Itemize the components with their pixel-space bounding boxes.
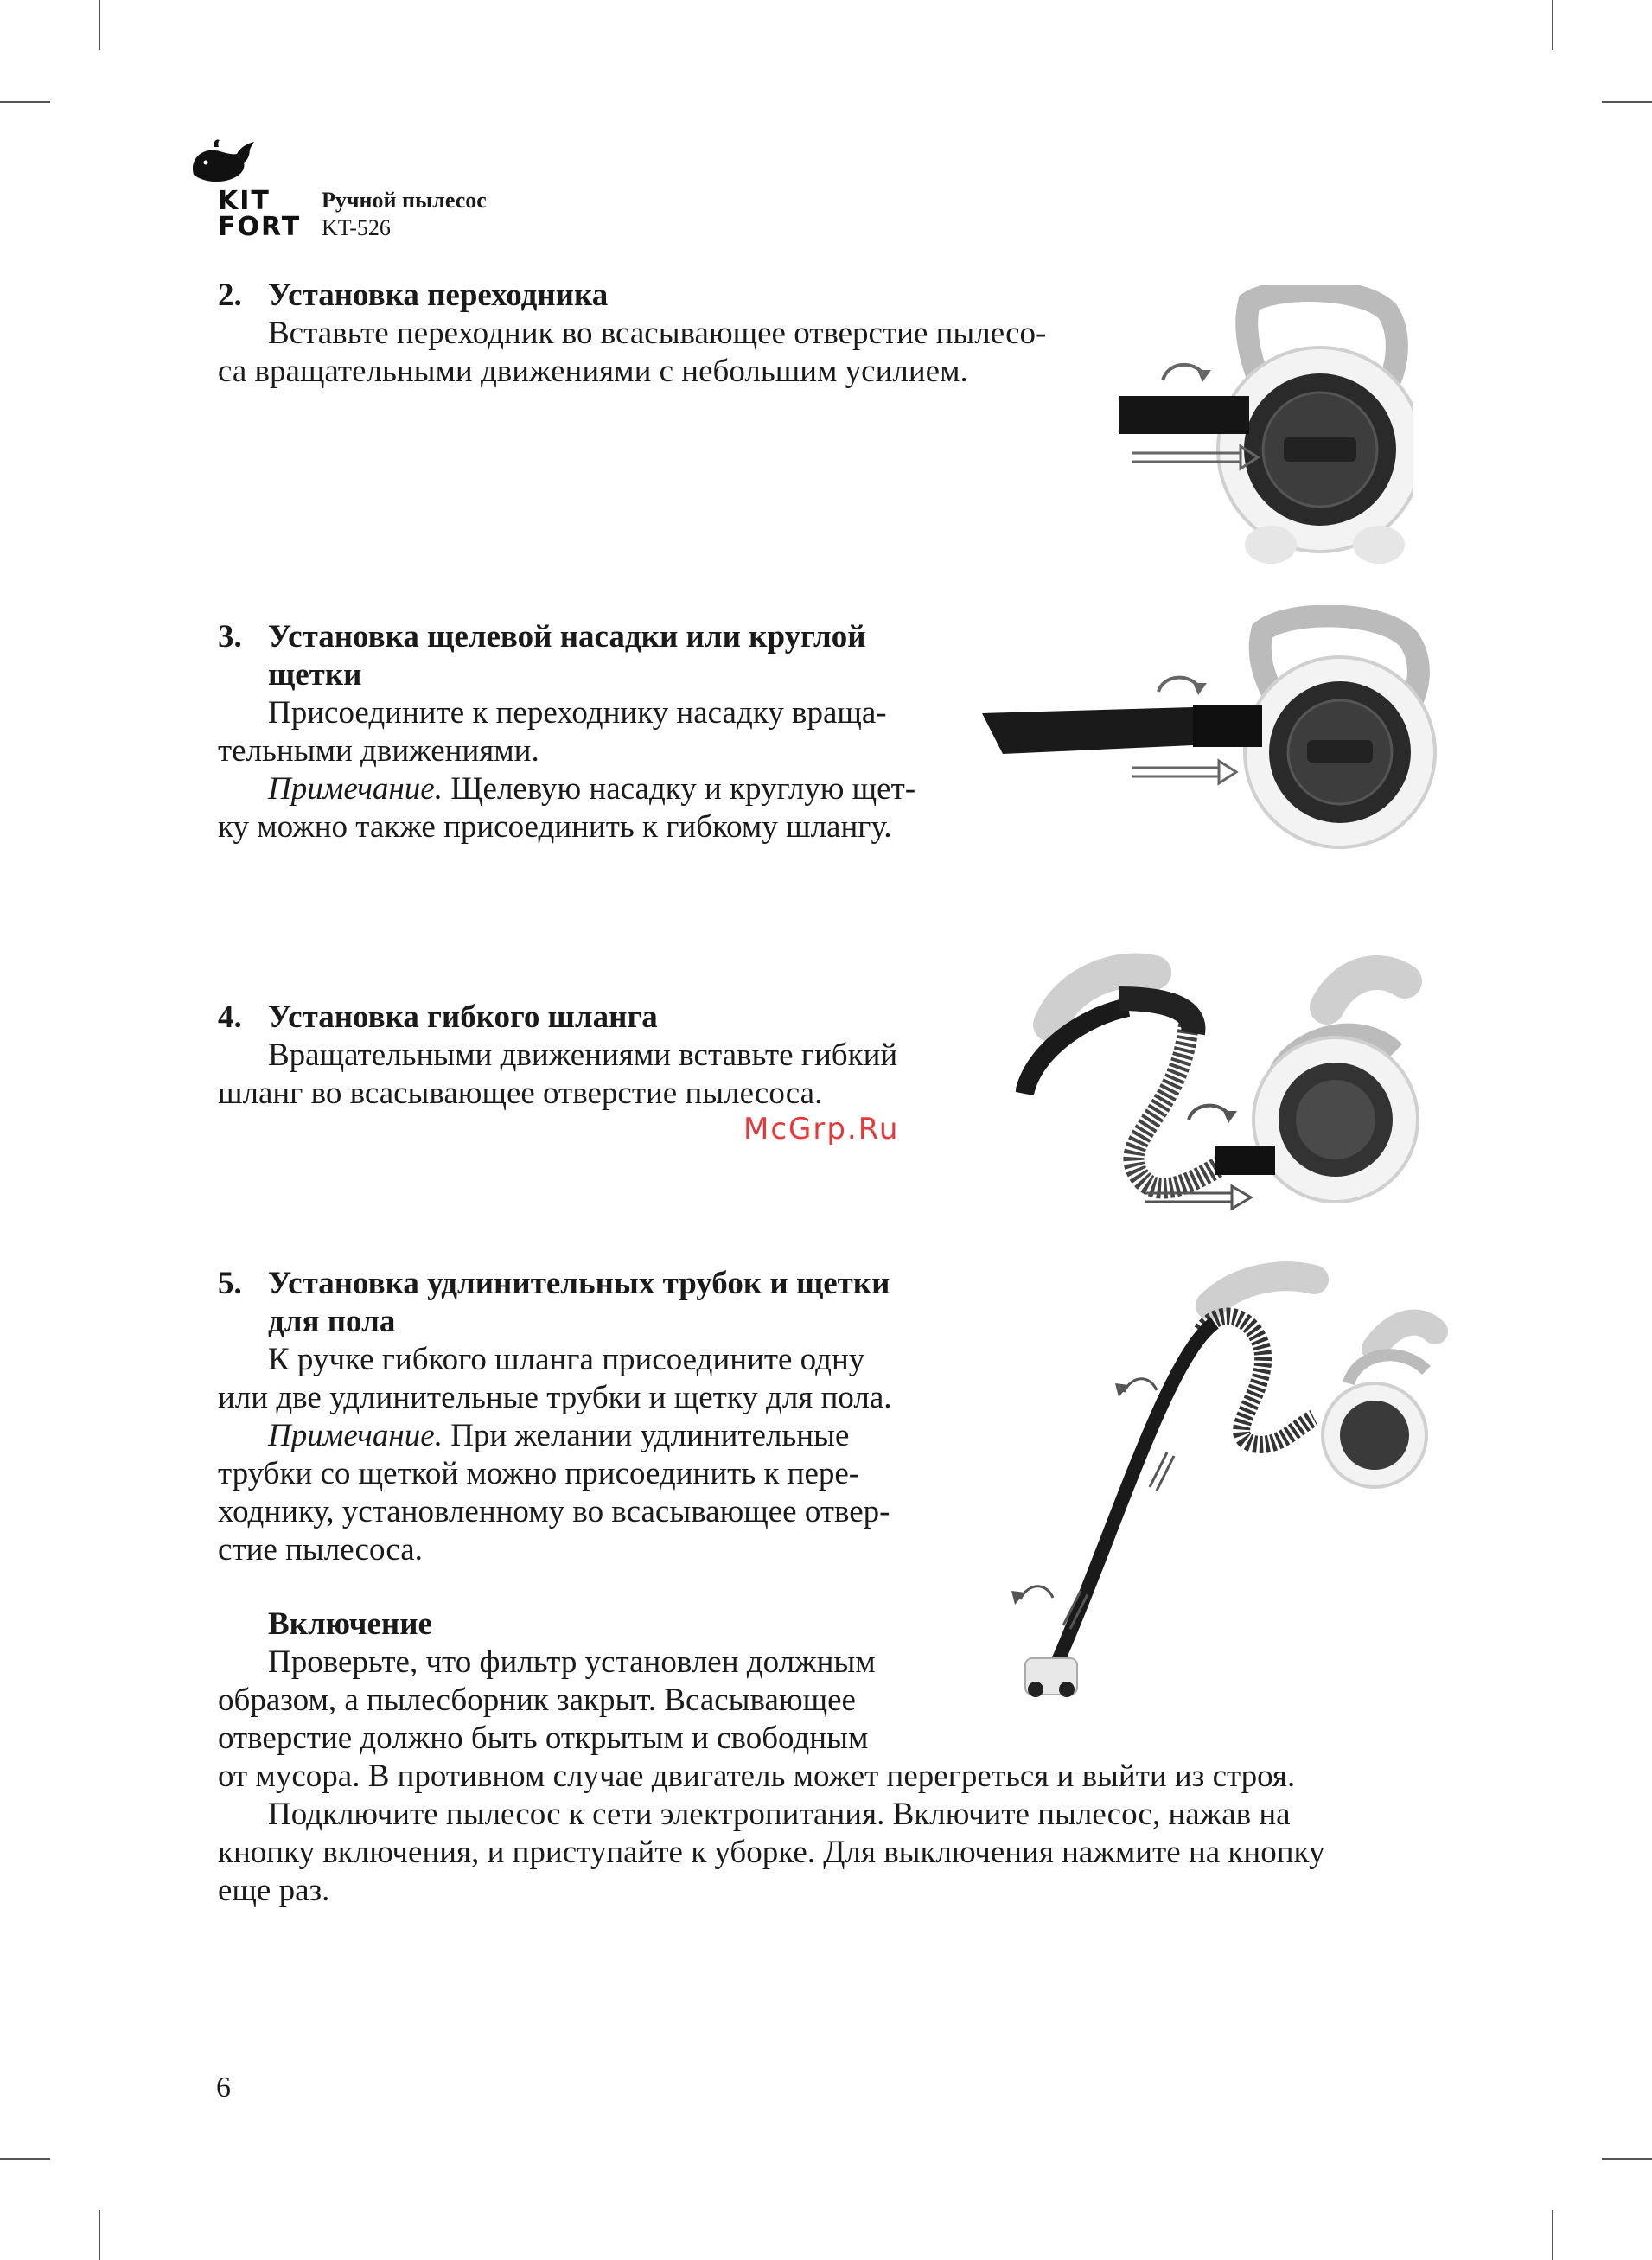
crop-mark — [1552, 0, 1553, 50]
note-label: Примечание. — [268, 771, 443, 807]
note-label: Примечание. — [268, 1418, 443, 1453]
section-flexible-hose — [218, 999, 996, 1113]
crop-mark — [99, 2210, 100, 2260]
logo-text-fort: FORT — [218, 212, 302, 242]
section-adapter — [218, 277, 1117, 391]
document-title — [322, 187, 487, 242]
section-title: Включение — [268, 1606, 432, 1642]
body-line: от мусора. В противном случае двигатель может перегреться и выйти из строя. — [218, 1759, 1296, 1794]
body-line: са вращательными движениями с небольшим усилием. — [218, 354, 968, 389]
section-number: 5. — [218, 1266, 242, 1301]
crop-mark — [0, 101, 50, 103]
body-line: еще раз. — [218, 1873, 330, 1908]
whale-icon — [188, 137, 258, 185]
crop-mark — [1552, 2210, 1553, 2260]
section-number: 2. — [218, 278, 242, 313]
section-title: Установка гибкого шланга — [268, 999, 658, 1035]
crop-mark — [99, 0, 100, 50]
note-text: При желании удлинительные — [442, 1418, 850, 1453]
section-crevice-tool — [218, 618, 1082, 846]
body-line: образом, а пылесборник закрыт. Всасывающее — [218, 1682, 856, 1718]
section-number: 4. — [218, 999, 242, 1035]
section-title: Установка удлинительных трубок и щетки — [268, 1266, 890, 1301]
model-number: KT-526 — [322, 215, 391, 240]
section-title: Установка щелевой насадки или круглой — [268, 619, 866, 654]
body-line: тельными движениями. — [218, 733, 539, 769]
figure-crevice-tool-install — [977, 605, 1444, 856]
body-line: К ручке гибкого шланга присоедините одну — [268, 1342, 865, 1377]
logo-text-kit: KIT — [218, 186, 271, 216]
note-text: ходнику, установленному во всасывающее отвер- — [218, 1494, 890, 1529]
figure-hose-install — [1016, 912, 1422, 1228]
note-text: стие пылесоса. — [218, 1532, 423, 1567]
note-text: Щелевую насадку и круглую щет- — [442, 771, 916, 807]
body-line: Присоедините к переходнику насадку враща- — [268, 695, 887, 731]
crop-mark — [0, 2158, 50, 2160]
note-text: трубки со щеткой можно присоединить к пере- — [218, 1456, 860, 1491]
watermark: McGrp.Ru — [743, 1112, 900, 1146]
body-line: Вращательными движениями вставьте гибкий — [268, 1037, 898, 1073]
product-name: Ручной пылесос — [322, 188, 487, 213]
kitfort-logo — [188, 137, 301, 240]
section-extension-tubes — [218, 1265, 1082, 1569]
body-line: Проверьте, что фильтр установлен должным — [268, 1644, 876, 1680]
body-line: шланг во всасывающее отверстие пылесоса. — [218, 1076, 823, 1111]
body-line: Подключите пылесос к сети электропитания. Включите пылесос, нажав на — [268, 1797, 1291, 1832]
figure-adapter-install — [1119, 285, 1413, 571]
section-number: 3. — [218, 619, 242, 654]
body-line: или две удлинительные трубки и щетку для пола. — [218, 1380, 892, 1415]
body-line: кнопку включения, и приступайте к уборке. Для выключения нажмите на кнопку — [218, 1835, 1325, 1870]
body-line: Вставьте переходник во всасывающее отверстие пылесо- — [268, 316, 1047, 351]
section-title-cont: щетки — [268, 657, 362, 693]
body-line: отверстие должно быть открытым и свободным — [218, 1721, 869, 1756]
section-title: Установка переходника — [268, 278, 609, 313]
note-text: ку можно также присоединить к гибкому шлангу. — [218, 809, 892, 845]
page-number: 6 — [216, 2072, 231, 2104]
section-power-on — [218, 1606, 1445, 1910]
crop-mark — [1602, 2158, 1652, 2160]
crop-mark — [1602, 101, 1652, 103]
section-title-cont: для пола — [268, 1304, 396, 1339]
